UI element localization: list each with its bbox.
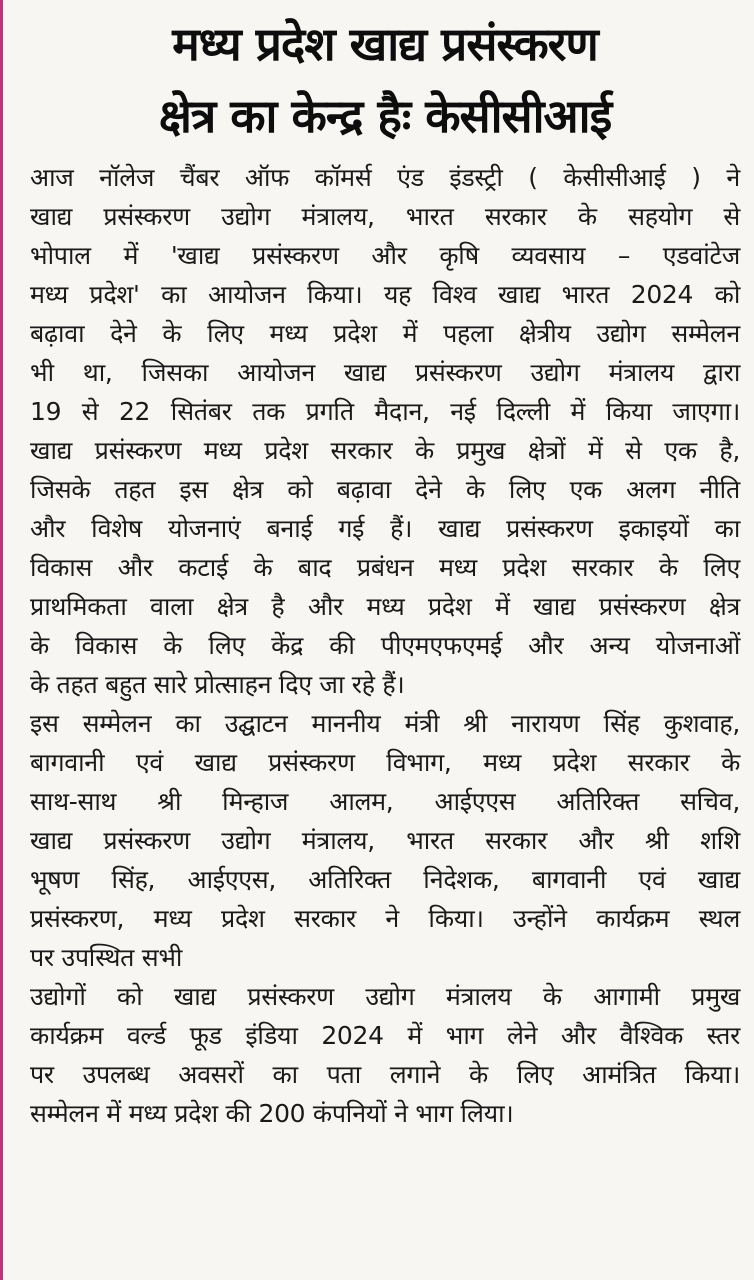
text-line: 19 से 22 सितंबर तक प्रगति मैदान, नई दिल्ली में किया जाएगा।	[30, 397, 740, 426]
paragraph-3	[30, 977, 740, 1133]
text-line: खाद्य प्रसंस्करण उद्योग मंत्रालय, भारत सरकार के सहयोग से	[30, 202, 740, 231]
text-line: पर उपलब्ध अवसरों का पता लगाने के लिए आमंत्रित किया।	[30, 1060, 740, 1089]
text-line: उद्योगों को खाद्य प्रसंस्करण उद्योग मंत्रालय के आगामी प्रमुख	[30, 982, 740, 1011]
text-line: प्राथमिकता वाला क्षेत्र है और मध्य प्रदेश में खाद्य प्रसंस्करण क्षेत्र	[30, 592, 740, 621]
text-line: पर उपस्थित सभी	[30, 943, 183, 972]
text-line: आज नॉलेज चैंबर ऑफ कॉमर्स एंड इंडस्ट्री ( केसीसीआई ) ने	[30, 163, 740, 192]
text-line: भी था, जिसका आयोजन खाद्य प्रसंस्करण उद्योग मंत्रालय द्वारा	[30, 358, 740, 387]
news-article	[30, 8, 740, 1133]
headline	[30, 8, 740, 152]
text-line: के तहत बहुत सारे प्रोत्साहन दिए जा रहे हैं।	[30, 670, 405, 699]
text-line: प्रसंस्करण, मध्य प्रदेश सरकार ने किया। उन्होंने कार्यक्रम स्थल	[30, 904, 740, 933]
text-line: भूषण सिंह, आईएएस, अतिरिक्त निदेशक, बागवानी एवं खाद्य	[30, 865, 740, 894]
text-line: जिसके तहत इस क्षेत्र को बढ़ावा देने के लिए एक अलग नीति	[30, 475, 740, 504]
text-line: साथ-साथ श्री मिन्हाज आलम, आईएएस अतिरिक्त सचिव,	[30, 787, 740, 816]
text-line: खाद्य प्रसंस्करण मध्य प्रदेश सरकार के प्रमुख क्षेत्रों में से एक है,	[30, 436, 740, 465]
article-body	[30, 158, 740, 1133]
page-edge-rule	[0, 0, 3, 1280]
paragraph-1	[30, 158, 740, 704]
text-line: कार्यक्रम वर्ल्ड फूड इंडिया 2024 में भाग लेने और वैश्विक स्तर	[30, 1021, 740, 1050]
text-line: इस सम्मेलन का उद्घाटन माननीय मंत्री श्री नारायण सिंह कुशवाह,	[30, 709, 740, 738]
text-line: बढ़ावा देने के लिए मध्य प्रदेश में पहला क्षेत्रीय उद्योग सम्मेलन	[30, 319, 740, 348]
text-line: के विकास के लिए केंद्र की पीएमएफएमई और अन्य योजनाओं	[30, 631, 740, 660]
text-line: और विशेष योजनाएं बनाई गई हैं। खाद्य प्रसंस्करण इकाइयों का	[30, 514, 740, 543]
headline-line-2: क्षेत्र का केन्द्र हैः केसीसीआई	[158, 89, 612, 143]
headline-line-1: मध्य प्रदेश खाद्य प्रसंस्करण	[172, 17, 598, 71]
text-line: भोपाल में 'खाद्य प्रसंस्करण और कृषि व्यवसाय – एडवांटेज	[30, 241, 740, 270]
text-line: मध्य प्रदेश' का आयोजन किया। यह विश्व खाद्य भारत 2024 को	[30, 280, 740, 309]
text-line: विकास और कटाई के बाद प्रबंधन मध्य प्रदेश सरकार के लिए	[30, 553, 740, 582]
text-line: सम्मेलन में मध्य प्रदेश की 200 कंपनियों ने भाग लिया।	[30, 1099, 514, 1128]
text-line: खाद्य प्रसंस्करण उद्योग मंत्रालय, भारत सरकार और श्री शशि	[30, 826, 740, 855]
text-line: बागवानी एवं खाद्य प्रसंस्करण विभाग, मध्य प्रदेश सरकार के	[30, 748, 740, 777]
paragraph-2	[30, 704, 740, 977]
